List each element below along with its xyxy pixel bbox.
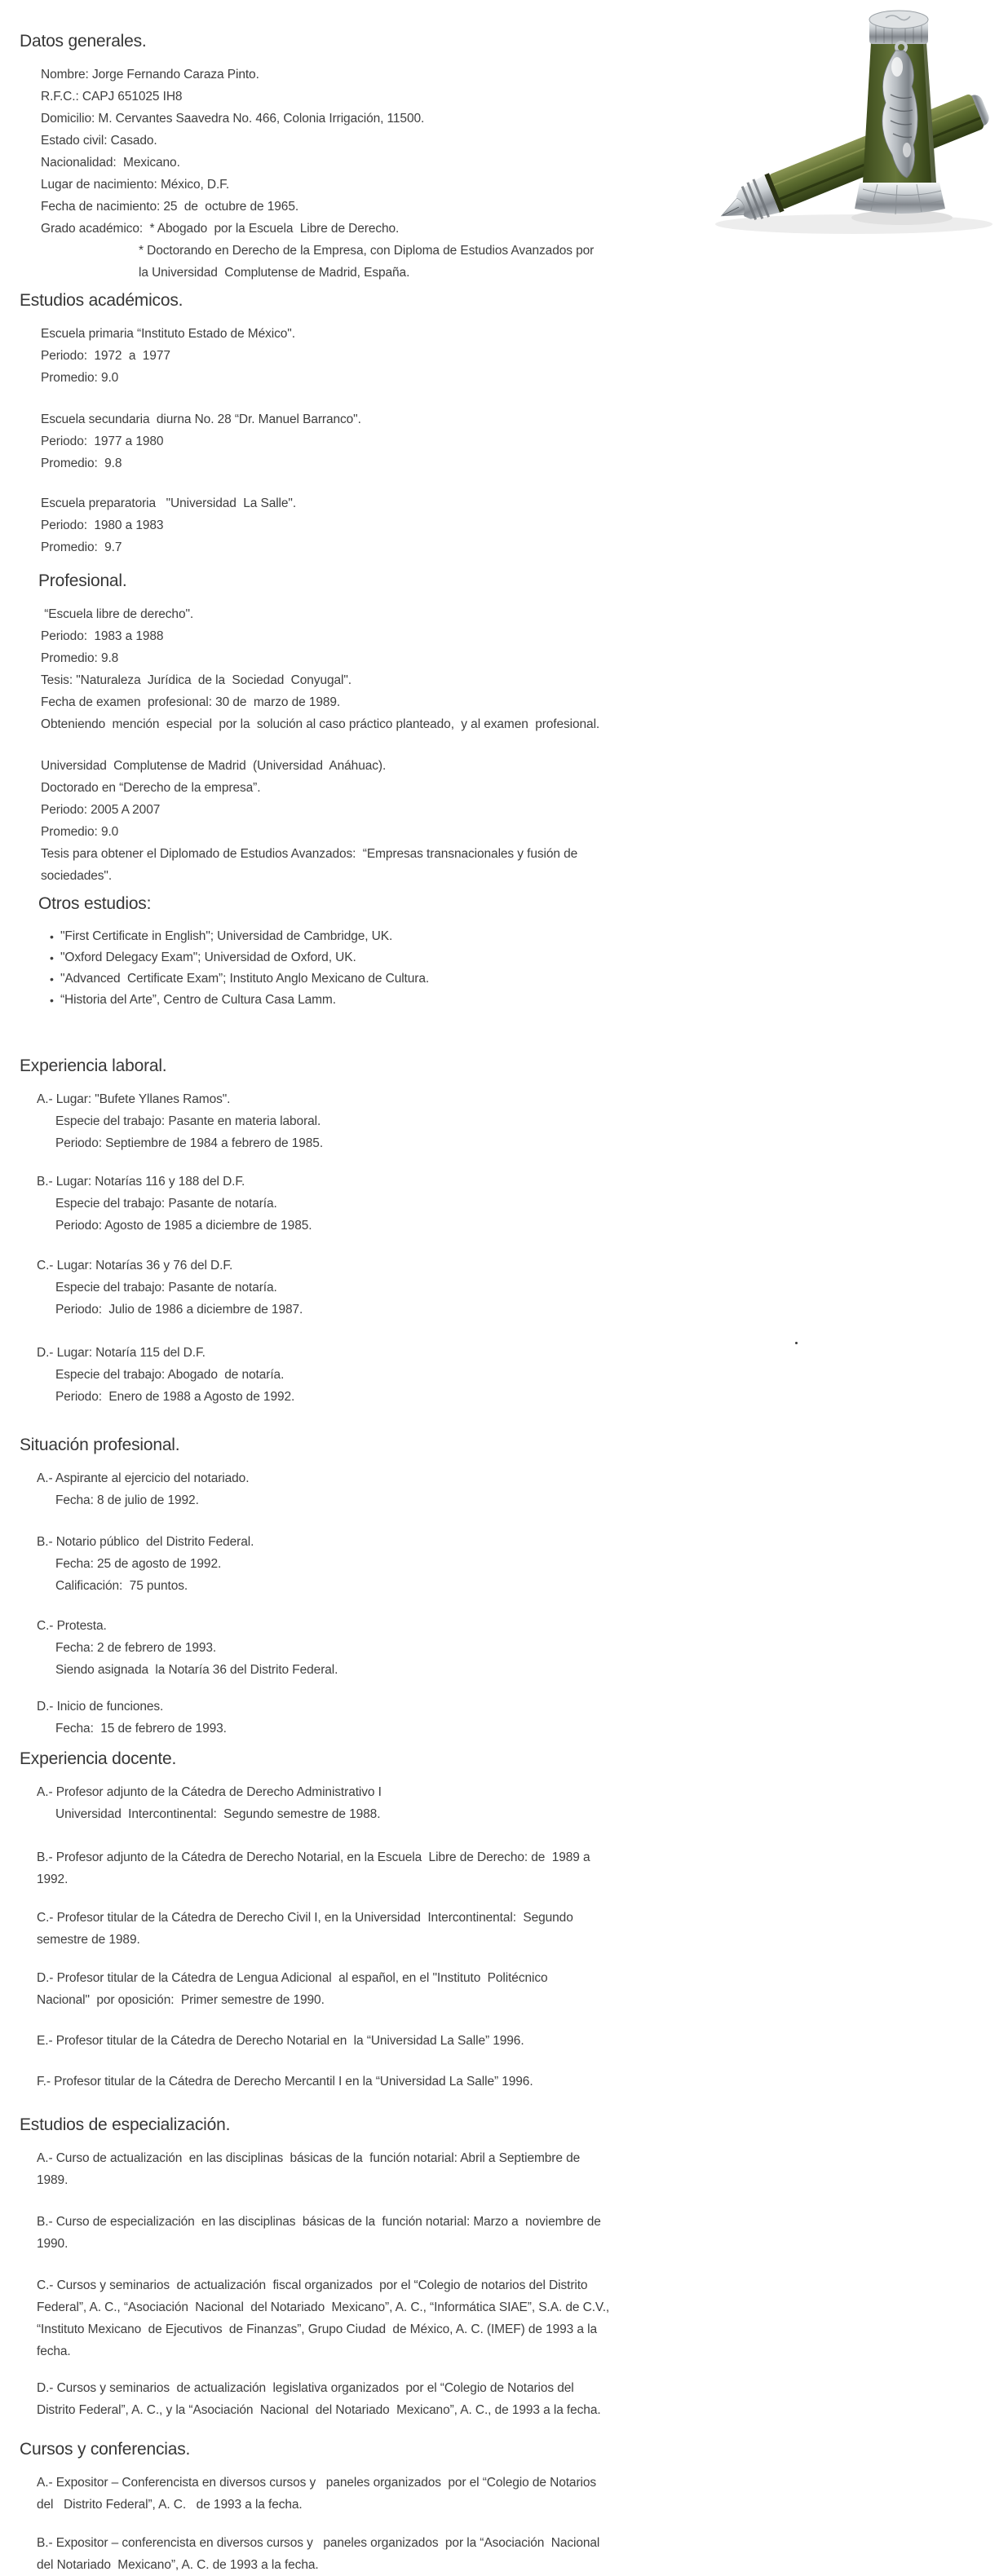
text-line: D.- Inicio de funciones. — [37, 1700, 164, 1714]
text-line: Periodo: 1983 a 1988 — [41, 629, 164, 643]
text-line: B.- Lugar: Notarías 116 y 188 del D.F. — [37, 1175, 245, 1189]
text-block — [0, 323, 979, 389]
text-line: Universidad Complutense de Madrid (Universidad Anáhuac). — [41, 759, 387, 773]
text-line: B.- Expositor – conferencista en diversos cursos y paneles organizados por la “Asociación Nacional — [37, 2536, 600, 2550]
text-line: Promedio: 9.7 — [41, 540, 122, 554]
text-block — [0, 2532, 979, 2576]
text-line: A.- Aspirante al ejercicio del notariado. — [37, 1471, 250, 1485]
text-line: A.- Lugar: "Bufete Yllanes Ramos". — [37, 1092, 231, 1106]
section-situacion-profesional — [0, 1433, 979, 1740]
bullet-item: • “Historia del Arte”, Centro de Cultura Casa Lamm. — [60, 990, 979, 1011]
text-line: Tesis para obtener el Diplomado de Estudios Avanzados: “Empresas transnacionales y fusión de — [41, 847, 578, 861]
text-block — [0, 755, 979, 887]
text-line: Periodo: Julio de 1986 a diciembre de 1987. — [55, 1303, 303, 1317]
text-line: D.- Cursos y seminarios de actualización legislativa organizados por el “Colegio de Notarios del — [37, 2381, 574, 2395]
text-line: del Notariado Mexicano”, A. C. de 1993 a la fecha. — [37, 2558, 319, 2572]
text-block — [0, 1255, 979, 1321]
text-line: Periodo: Agosto de 1985 a diciembre de 1985. — [55, 1219, 312, 1233]
text-line: Especie del trabajo: Pasante en materia laboral. — [55, 1114, 321, 1128]
text-block — [0, 1781, 979, 1825]
text-block — [0, 408, 979, 474]
text-line: Escuela primaria “Instituto Estado de México". — [41, 327, 295, 341]
text-line: A.- Profesor adjunto de la Cátedra de Derecho Administrativo I — [37, 1785, 382, 1799]
text-line: Calificación: 75 puntos. — [55, 1579, 188, 1593]
text-line: 1990. — [37, 2237, 69, 2251]
section-profesional — [0, 569, 979, 887]
text-line: Periodo: 2005 A 2007 — [41, 803, 161, 817]
section-heading: Estudios académicos. — [20, 291, 183, 310]
text-block — [0, 2211, 979, 2255]
text-line: B.- Profesor adjunto de la Cátedra de Derecho Notarial, en la Escuela Libre de Derecho: de 1989 a — [37, 1850, 590, 1864]
text-block — [0, 603, 979, 735]
section-heading: Profesional. — [38, 571, 127, 590]
text-line: Periodo: Enero de 1988 a Agosto de 1992. — [55, 1390, 295, 1404]
section-heading: Datos generales. — [20, 32, 147, 51]
text-block — [0, 1467, 979, 1511]
text-line: Nacionalidad: Mexicano. — [41, 156, 180, 170]
text-block — [0, 1088, 979, 1154]
text-line: del Distrito Federal”, A. C. de 1993 a la fecha. — [37, 2498, 303, 2512]
text-line: la Universidad Complutense de Madrid, España. — [139, 266, 410, 280]
text-block — [0, 492, 979, 558]
text-block — [0, 2472, 979, 2516]
text-line: R.F.C.: CAPJ 651025 IH8 — [41, 90, 183, 104]
text-block — [0, 2377, 979, 2421]
section-heading: Otros estudios: — [38, 894, 152, 913]
text-line: Especie del trabajo: Pasante de notaría. — [55, 1281, 277, 1295]
section-heading: Situación profesional. — [20, 1436, 180, 1454]
text-line: Estado civil: Casado. — [41, 134, 157, 148]
text-block — [0, 2030, 979, 2052]
text-line: B.- Notario público del Distrito Federal. — [37, 1535, 254, 1549]
text-line: Promedio: 9.8 — [41, 457, 122, 470]
text-line: Periodo: 1972 a 1977 — [41, 349, 170, 363]
text-line: C.- Protesta. — [37, 1619, 107, 1633]
text-line: Federal”, A. C., “Asociación Nacional del Notariado Mexicano”, A. C., “Informática SIAE”, S.A. de C.V., — [37, 2300, 610, 2314]
text-block — [0, 1342, 979, 1408]
bullet-item: • "First Certificate in English"; Universidad de Cambridge, UK. — [60, 926, 979, 947]
text-line: Fecha de examen profesional: 30 de marzo de 1989. — [41, 695, 341, 709]
text-line: A.- Curso de actualización en las disciplinas básicas de la función notarial: Abril a Septiembre de — [37, 2151, 581, 2165]
text-block — [0, 1615, 979, 1681]
text-line: Periodo: 1977 a 1980 — [41, 434, 164, 448]
text-block — [0, 1907, 979, 1951]
section-heading: Estudios de especialización. — [20, 2115, 231, 2134]
text-line: Universidad Intercontinental: Segundo semestre de 1988. — [55, 1807, 381, 1821]
text-line: Especie del trabajo: Abogado de notaría. — [55, 1368, 285, 1382]
text-line: Distrito Federal”, A. C., y la “Asociación Nacional del Notariado Mexicano”, A. C., de 1993 a la fecha. — [37, 2403, 601, 2417]
section-estudios-academicos — [0, 289, 979, 558]
text-line: C.- Lugar: Notarías 36 y 76 del D.F. — [37, 1259, 233, 1273]
text-block — [0, 1696, 979, 1740]
text-line: sociedades". — [41, 869, 113, 883]
pen-barrel — [713, 89, 993, 233]
text-line: Escuela secundaria diurna No. 28 “Dr. Manuel Barranco". — [41, 412, 361, 426]
text-line: Especie del trabajo: Pasante de notaría. — [55, 1197, 277, 1211]
text-line: A.- Expositor – Conferencista en diversos cursos y paneles organizados por el “Colegio de Notarios — [37, 2476, 597, 2490]
text-line: Siendo asignada la Notaría 36 del Distrito Federal. — [55, 1663, 338, 1677]
text-line: Nacional" por oposición: Primer semestre de 1990. — [37, 1993, 325, 2007]
section-estudios-especializacion — [0, 2113, 979, 2421]
text-block — [0, 2071, 979, 2093]
text-block — [0, 1846, 979, 1890]
text-line: Nombre: Jorge Fernando Caraza Pinto. — [41, 68, 259, 82]
text-line: Fecha: 2 de febrero de 1993. — [55, 1641, 217, 1655]
text-block — [0, 2274, 979, 2362]
text-line: Domicilio: M. Cervantes Saavedra No. 466, Colonia Irrigación, 11500. — [41, 112, 425, 126]
text-line: D.- Lugar: Notaría 115 del D.F. — [37, 1346, 206, 1360]
section-experiencia-docente — [0, 1747, 979, 2093]
text-line: C.- Profesor titular de la Cátedra de Derecho Civil I, en la Universidad Intercontinental: Segundo — [37, 1911, 573, 1925]
text-line: Periodo: 1980 a 1983 — [41, 518, 164, 532]
text-line: Promedio: 9.8 — [41, 651, 119, 665]
text-line: Promedio: 9.0 — [41, 371, 119, 385]
section-cursos-conferencias — [0, 2437, 979, 2576]
text-line: Fecha: 15 de febrero de 1993. — [55, 1722, 227, 1736]
text-block — [0, 1171, 979, 1237]
section-heading: Cursos y conferencias. — [20, 2440, 191, 2459]
text-block — [0, 926, 979, 1011]
text-line: F.- Profesor titular de la Cátedra de Derecho Mercantil I en la “Universidad La Salle” 1996. — [37, 2075, 533, 2089]
stray-ink-dot — [795, 1342, 798, 1344]
text-block — [0, 1531, 979, 1597]
text-line: Escuela preparatoria "Universidad La Salle". — [41, 496, 297, 510]
text-line: Periodo: Septiembre de 1984 a febrero de 1985. — [55, 1136, 324, 1150]
text-line: * Doctorando en Derecho de la Empresa, con Diploma de Estudios Avanzados por — [139, 244, 595, 258]
text-line: Tesis: "Naturaleza Jurídica de la Sociedad Conyugal". — [41, 673, 351, 687]
text-line: “Instituto Mexicano de Ejecutivos de Finanzas”, Grupo Ciudad de México, A. C. (IMEF) de 1993 a la — [37, 2322, 597, 2336]
section-experiencia-laboral — [0, 1054, 979, 1408]
text-line: Obteniendo mención especial por la solución al caso práctico planteado, y al examen profesional. — [41, 717, 600, 731]
text-line: “Escuela libre de derecho". — [41, 607, 194, 621]
text-line: Fecha de nacimiento: 25 de octubre de 1965. — [41, 200, 299, 214]
text-line: semestre de 1989. — [37, 1933, 140, 1947]
text-line: fecha. — [37, 2344, 71, 2358]
text-line: E.- Profesor titular de la Cátedra de Derecho Notarial en la “Universidad La Salle” 1996. — [37, 2034, 524, 2048]
text-block — [0, 2147, 979, 2191]
text-line: Fecha: 25 de agosto de 1992. — [55, 1557, 222, 1571]
text-line: D.- Profesor titular de la Cátedra de Lengua Adicional al español, en el "Instituto Politécnico — [37, 1971, 548, 1985]
bullet-item: • "Advanced Certificate Exam”; Instituto Anglo Mexicano de Cultura. — [60, 968, 979, 990]
text-line: B.- Curso de especialización en las disciplinas básicas de la función notarial: Marzo a noviembre de — [37, 2215, 601, 2229]
text-block — [0, 1967, 979, 2011]
fountain-pen-photo — [703, 3, 1006, 238]
text-line: C.- Cursos y seminarios de actualización fiscal organizados por el “Colegio de notarios del Distrito — [37, 2278, 588, 2292]
section-otros-estudios — [0, 892, 979, 1011]
bullet-item: • "Oxford Delegacy Exam"; Universidad de Oxford, UK. — [60, 947, 979, 968]
text-line: Grado académico: * Abogado por la Escuela Libre de Derecho. — [41, 222, 400, 236]
text-line: Promedio: 9.0 — [41, 825, 119, 839]
text-line: 1992. — [37, 1872, 69, 1886]
text-line: Doctorado en “Derecho de la empresa”. — [41, 781, 261, 795]
text-line: Lugar de nacimiento: México, D.F. — [41, 178, 230, 192]
section-heading: Experiencia laboral. — [20, 1056, 167, 1075]
text-line: Fecha: 8 de julio de 1992. — [55, 1493, 199, 1507]
text-line: 1989. — [37, 2173, 69, 2187]
section-heading: Experiencia docente. — [20, 1749, 177, 1768]
